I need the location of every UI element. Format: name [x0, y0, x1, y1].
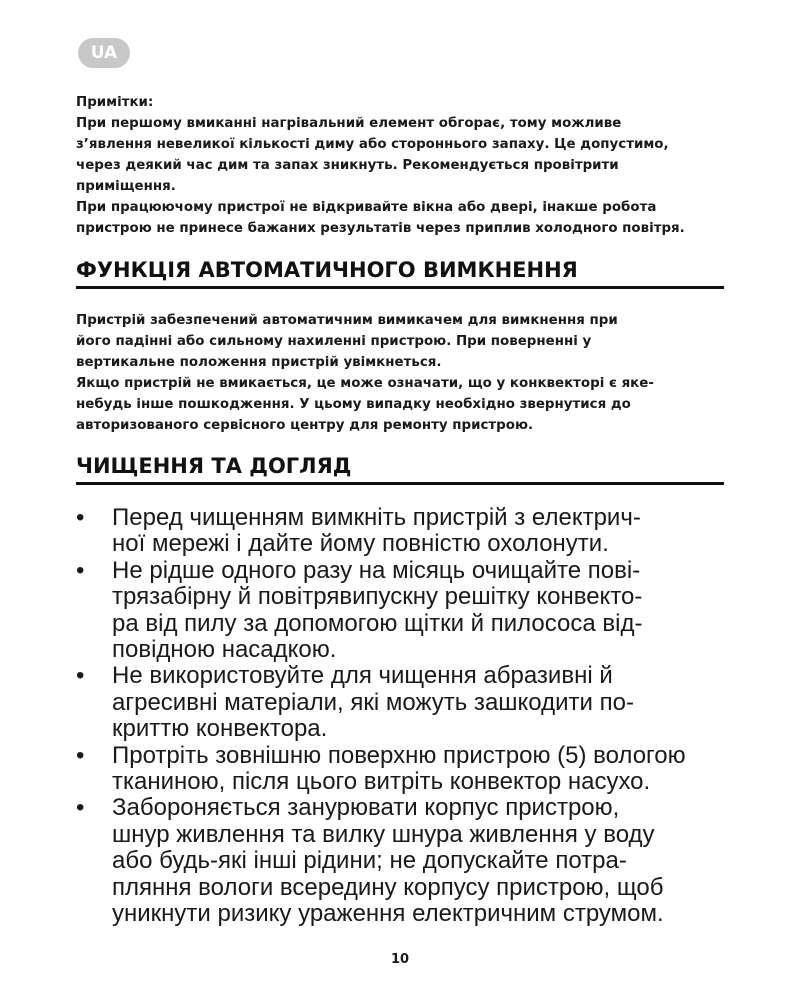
list-item-line: тканиною, після цього витріть конвектор насухо.: [112, 768, 651, 796]
notes-line: При працюючому пристрої не відкривайте вікна або двері, інакше робота: [76, 200, 657, 215]
list-item-line: криттю конвектора.: [112, 715, 328, 743]
notes-line: При першому вмиканні нагрівальний елемент обгорає, тому можливе: [76, 116, 622, 131]
list-item-line: ра від пилу за допомогою щітки й пилососа від-: [112, 609, 643, 637]
list-item: [76, 743, 736, 796]
notes-line: пристрою не принесе бажаних результатів через приплив холодного повітря.: [76, 221, 685, 236]
notes-section: [76, 92, 736, 239]
auto-off-line: Пристрій забезпечений автоматичним вимикачем для вимкнення при: [76, 313, 618, 328]
list-item: [76, 505, 736, 558]
auto-off-line: авторизованого сервісного центру для ремонту пристрою.: [76, 418, 534, 433]
cleaning-heading: ЧИЩЕННЯ ТА ДОГЛЯД: [76, 454, 724, 485]
notes-line: приміщення.: [76, 179, 176, 194]
list-item-line: трязабірну й повітрявипускну решітку конвекто-: [112, 583, 643, 611]
list-item-line: пляння вологи всередину корпусу пристрою, щоб: [112, 873, 664, 901]
notes-title: Примітки:: [76, 95, 154, 110]
auto-off-line: вертикальне положення пристрій увімкнеться.: [76, 355, 442, 370]
auto-off-line: його падінні або сильному нахиленні пристрою. При поверненні у: [76, 334, 592, 349]
cleaning-list: [76, 505, 736, 928]
notes-line: через деякий час дим та запах зникнуть. Рекомендується провітрити: [76, 158, 619, 173]
list-item: [76, 558, 736, 664]
auto-off-line: Якщо пристрій не вмикається, це може означати, що у конквекторі є яке-: [76, 376, 654, 391]
list-item: [76, 795, 736, 927]
page-number: 10: [390, 952, 410, 967]
auto-off-heading: ФУНКЦІЯ АВТОМАТИЧНОГО ВИМКНЕННЯ: [76, 258, 724, 289]
auto-off-line: небудь інше пошкодження. У цьому випадку необхідно звернутися до: [76, 397, 631, 412]
list-item-line: Не рідше одного разу на місяць очищайте пові-: [112, 556, 641, 584]
list-item-line: повідною насадкою.: [112, 636, 337, 664]
list-item-line: Забороняється занурювати корпус пристрою,: [112, 794, 620, 822]
list-item-line: шнур живлення та вилку шнура живлення у воду: [112, 820, 655, 848]
auto-off-section: [76, 310, 736, 436]
bullet-icon: •: [76, 741, 85, 769]
list-item-line: агресивні матеріали, які можуть зашкодити по-: [112, 688, 634, 716]
bullet-icon: •: [76, 662, 85, 690]
notes-line: з’явлення невеликої кількості диму або стороннього запаху. Це допустимо,: [76, 137, 669, 152]
list-item-line: Перед чищенням вимкніть пристрій з електрич-: [112, 504, 641, 531]
bullet-icon: •: [76, 794, 85, 822]
bullet-icon: •: [76, 504, 85, 531]
list-item-line: Не використовуйте для чищення абразивні й: [112, 662, 613, 690]
list-item-line: уникнути ризику ураження електричним струмом.: [112, 900, 664, 928]
list-item: [76, 663, 736, 742]
list-item-line: ної мережі і дайте йому повністю охолонути.: [112, 530, 609, 558]
language-badge: UA: [78, 38, 130, 68]
list-item-line: або будь-які інші рідини; не допускайте потра-: [112, 847, 627, 875]
list-item-line: Протріть зовнішню поверхню пристрою (5) вологою: [112, 741, 686, 769]
bullet-icon: •: [76, 556, 85, 584]
